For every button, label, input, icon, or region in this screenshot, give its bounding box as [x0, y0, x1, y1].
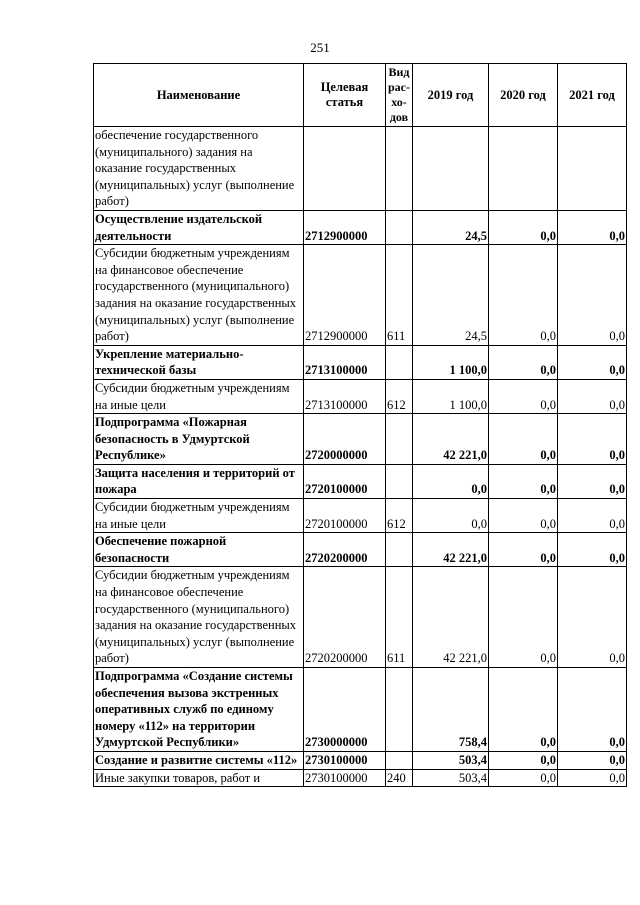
row-2020: 0,0 — [489, 751, 558, 769]
row-name: Создание и развитие системы «112» — [94, 751, 304, 769]
row-code: 2712900000 — [304, 245, 386, 346]
row-2021: 0,0 — [558, 533, 627, 567]
header-2019: 2019 год — [413, 64, 489, 127]
page-number: 251 — [310, 40, 330, 55]
row-2021: 0,0 — [558, 210, 627, 244]
header-name: Наименование — [94, 64, 304, 127]
row-2019: 758,4 — [413, 668, 489, 752]
table-row — [94, 567, 627, 668]
row-2021: 0,0 — [558, 464, 627, 498]
row-vid — [386, 127, 413, 211]
row-2021: 0,0 — [558, 769, 627, 787]
row-vid — [386, 210, 413, 244]
row-2021: 0,0 — [558, 668, 627, 752]
row-code: 2720100000 — [304, 464, 386, 498]
table-row — [94, 769, 627, 787]
table-row — [94, 668, 627, 752]
row-name: Осуществление издательской деятельности — [94, 210, 304, 244]
row-2019: 503,4 — [413, 769, 489, 787]
table-row — [94, 464, 627, 498]
row-vid: 240 — [386, 769, 413, 787]
row-vid — [386, 414, 413, 465]
row-2020: 0,0 — [489, 464, 558, 498]
row-code — [304, 127, 386, 211]
header-code: Целевая статья — [304, 64, 386, 127]
row-name: Защита населения и территорий от пожара — [94, 464, 304, 498]
row-code: 2720000000 — [304, 414, 386, 465]
row-2019: 1 100,0 — [413, 379, 489, 413]
row-name: обеспечение государственного (муниципального) задания на оказание государственных (муниципальных) услуг (выполнение работ) — [94, 127, 304, 211]
row-2019: 42 221,0 — [413, 414, 489, 465]
row-vid: 612 — [386, 499, 413, 533]
budget-table — [93, 63, 627, 787]
row-2019: 24,5 — [413, 210, 489, 244]
table-row — [94, 414, 627, 465]
row-2020: 0,0 — [489, 345, 558, 379]
row-code: 2720100000 — [304, 499, 386, 533]
row-name: Субсидии бюджетным учреждениям на финансовое обеспечение государственного (муниципального) задания на оказание государственных (муниципальных) услуг (выполнение работ) — [94, 245, 304, 346]
row-vid — [386, 345, 413, 379]
row-name: Субсидии бюджетным учреждениям на иные цели — [94, 379, 304, 413]
row-2021: 0,0 — [558, 499, 627, 533]
row-2021: 0,0 — [558, 245, 627, 346]
row-name: Иные закупки товаров, работ и — [94, 769, 304, 787]
row-code: 2712900000 — [304, 210, 386, 244]
row-2021: 0,0 — [558, 379, 627, 413]
table-row — [94, 533, 627, 567]
table-row — [94, 345, 627, 379]
row-2021: 0,0 — [558, 345, 627, 379]
row-vid — [386, 464, 413, 498]
row-vid — [386, 533, 413, 567]
row-2021 — [558, 127, 627, 211]
row-name: Подпрограмма «Пожарная безопасность в Удмуртской Республике» — [94, 414, 304, 465]
row-2020: 0,0 — [489, 499, 558, 533]
row-code: 2730100000 — [304, 769, 386, 787]
row-2021: 0,0 — [558, 414, 627, 465]
row-2020: 0,0 — [489, 245, 558, 346]
row-2020: 0,0 — [489, 414, 558, 465]
row-2019: 503,4 — [413, 751, 489, 769]
row-2021: 0,0 — [558, 567, 627, 668]
row-code: 2713100000 — [304, 379, 386, 413]
row-2020 — [489, 127, 558, 211]
row-2019: 0,0 — [413, 499, 489, 533]
table-row — [94, 379, 627, 413]
row-2019: 42 221,0 — [413, 533, 489, 567]
row-vid: 612 — [386, 379, 413, 413]
row-code: 2730100000 — [304, 751, 386, 769]
row-code: 2720200000 — [304, 533, 386, 567]
row-2019: 1 100,0 — [413, 345, 489, 379]
row-vid — [386, 751, 413, 769]
row-code: 2713100000 — [304, 345, 386, 379]
row-name: Субсидии бюджетным учреждениям на финансовое обеспечение государственного (муниципального) задания на оказание государственных (муниципальных) услуг (выполнение работ) — [94, 567, 304, 668]
row-name: Обеспечение пожарной безопасности — [94, 533, 304, 567]
row-2019 — [413, 127, 489, 211]
row-2021: 0,0 — [558, 751, 627, 769]
table-row — [94, 245, 627, 346]
header-vid: Вид рас-хо-дов — [386, 64, 413, 127]
row-code: 2730000000 — [304, 668, 386, 752]
row-2020: 0,0 — [489, 533, 558, 567]
row-2020: 0,0 — [489, 379, 558, 413]
row-2019: 24,5 — [413, 245, 489, 346]
row-2019: 42 221,0 — [413, 567, 489, 668]
table-row — [94, 210, 627, 244]
row-name: Субсидии бюджетным учреждениям на иные цели — [94, 499, 304, 533]
table-row — [94, 751, 627, 769]
row-2019: 0,0 — [413, 464, 489, 498]
table-row — [94, 127, 627, 211]
row-vid: 611 — [386, 567, 413, 668]
row-name: Подпрограмма «Создание системы обеспечения вызова экстренных оперативных служб по единому номеру «112» на территории Удмуртской Республики» — [94, 668, 304, 752]
row-2020: 0,0 — [489, 769, 558, 787]
row-2020: 0,0 — [489, 210, 558, 244]
header-2021: 2021 год — [558, 64, 627, 127]
row-2020: 0,0 — [489, 567, 558, 668]
row-vid: 611 — [386, 245, 413, 346]
row-code: 2720200000 — [304, 567, 386, 668]
row-name: Укрепление материально-технической базы — [94, 345, 304, 379]
header-2020: 2020 год — [489, 64, 558, 127]
row-2020: 0,0 — [489, 668, 558, 752]
row-vid — [386, 668, 413, 752]
table-header-row — [94, 64, 627, 127]
table-row — [94, 499, 627, 533]
